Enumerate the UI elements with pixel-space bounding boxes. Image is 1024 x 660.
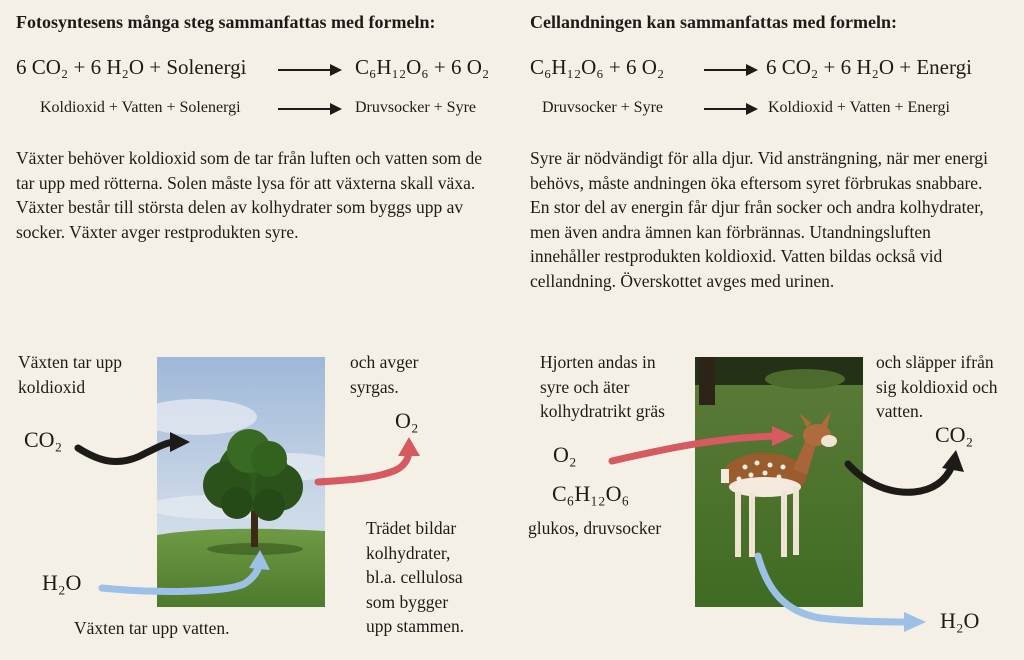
respiration-formula-right: 6 CO₂ + 6 H₂O + Energi [766,55,972,79]
deer-co2-label: CO₂ [935,422,974,447]
h2o-in-arrow [102,550,270,591]
tree-co2-caption-line1: Växten tar upp [18,352,122,372]
respiration-heading: Cellandningen kan sammanfattas med formeln: [530,12,898,32]
respiration-formula-left: C₆H₁₂O₆ + 6 O₂ [530,55,665,79]
deer-out-caption-line1: och släpper ifrån [876,352,994,372]
deer-in-caption-line2: syre och äter [540,376,630,397]
deer-out-caption-line3: vatten. [876,401,924,421]
tree-trunk-caption-line1: Trädet bildar [366,518,457,538]
tree-trunk-caption [366,516,464,639]
deer-out-caption-line2: sig koldioxid och [876,376,998,397]
co2-in-arrow [78,432,190,462]
deer-in-caption-line3: kolhydratrikt gräs [540,401,665,421]
tree-trunk-caption-line3: bl.a. cellulosa [366,567,463,587]
tree-o2-caption [350,350,419,399]
deer-out-caption [876,350,998,424]
photosynthesis-words-left: Koldioxid + Vatten + Solenergi [40,99,241,116]
deer-h2o-out-arrow [758,556,926,632]
respiration-paragraph: Syre är nödvändigt för alla djur. Vid ansträngning, när mer energi behövs, måste andningen öka eftersom syret förbrukas snabbare. En stor del av energin får djur från socker och andra kolhydrater, men även andra ämnen kan förbrännas. Utandningsluften innehåller restprodukten koldioxid. Vatten bildas också vid cellandning. Överskottet avges med urinen. [530,148,989,291]
tree-trunk-caption-line2: kolhydrater, [366,542,451,563]
deer-co2-out-arrow [848,450,964,492]
photosynthesis-paragraph: Växter behöver koldioxid som de tar från luften och vatten som de tar upp med rötterna. Solen måste lysa för att växterna skall växa. Växter består till största delen av kolhydrater som byggs upp av socker. Växter avger restprodukten syre. [16,148,483,242]
tree-trunk-caption-line4: som bygger [366,591,449,612]
deer-glucose-label: C₆H₁₂O₆ [552,481,630,506]
tree-o2-label: O₂ [395,408,419,433]
tree-o2-caption-line2: syrgas. [350,376,399,397]
photosynthesis-heading: Fotosyntesens många steg sammanfattas med formeln: [16,12,436,32]
deer-h2o-label: H₂O [940,608,980,633]
deer-o2-label: O₂ [553,442,577,467]
respiration-words-left: Druvsocker + Syre [542,99,663,116]
photosynthesis-formula-left: 6 CO₂ + 6 H₂O + Solenergi [16,55,247,79]
photosynthesis-words-right: Druvsocker + Syre [355,99,476,116]
tree-trunk-caption-line5: upp stammen. [366,616,465,636]
deer-in-caption-line1: Hjorten andas in [540,352,656,372]
deer-o2-in-arrow [612,426,794,461]
tree-co2-caption [18,350,122,399]
tree-h2o-label: H₂O [42,570,82,595]
photosynthesis-formula-right: C₆H₁₂O₆ + 6 O₂ [355,55,490,79]
tree-water-caption: Växten tar upp vatten. [74,618,230,638]
tree-co2-label: CO₂ [24,427,63,452]
tree-co2-caption-line2: koldioxid [18,376,86,397]
o2-out-arrow [318,437,420,482]
deer-in-caption [540,350,665,424]
deer-glucose-caption: glukos, druvsocker [528,518,662,538]
respiration-words-right: Koldioxid + Vatten + Energi [768,99,950,116]
tree-o2-caption-line1: och avger [350,352,419,372]
